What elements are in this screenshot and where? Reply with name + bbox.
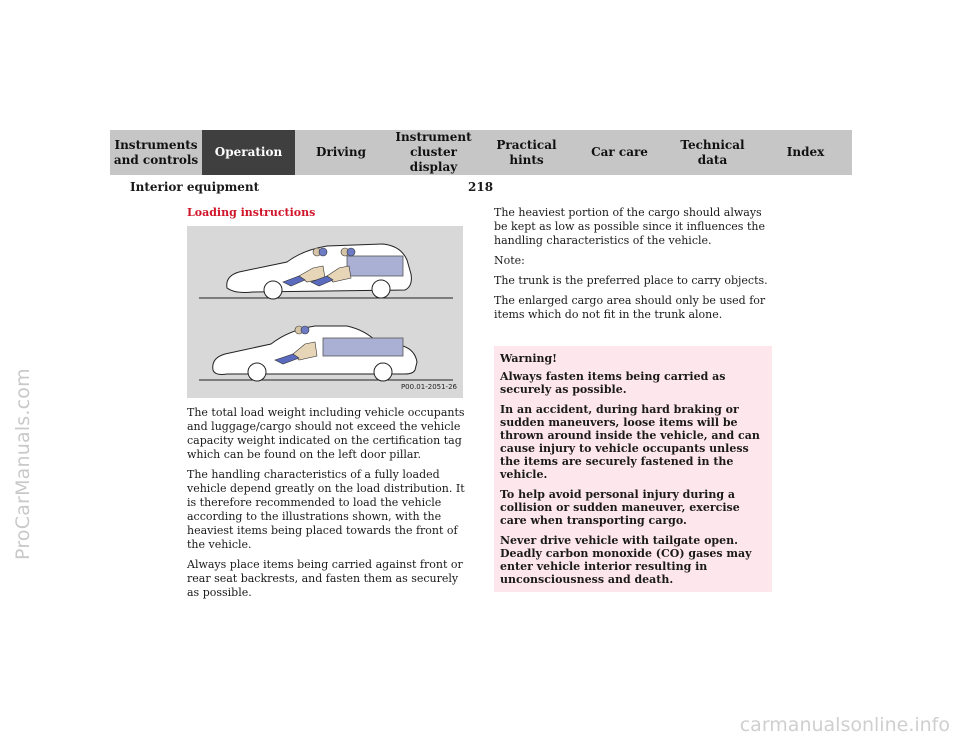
car-loading-diagram bbox=[187, 226, 463, 398]
chapter-navigation bbox=[110, 130, 852, 175]
side-watermark: ProCarManuals.com bbox=[12, 368, 34, 560]
paragraph: Always place items being carried against front or rear seat backrests, and fasten them as securely as possible. bbox=[187, 558, 463, 599]
tab-car-care[interactable]: Car care bbox=[573, 130, 666, 175]
warning-paragraph: Always fasten items being carried as securely as possible. bbox=[500, 370, 726, 396]
tab-instruments-and-controls[interactable]: Instruments and controls bbox=[110, 130, 202, 175]
tab-instrument-cluster-display[interactable]: Instrument cluster display bbox=[387, 130, 480, 175]
warning-title: Warning! bbox=[500, 352, 558, 365]
tab-driving[interactable]: Driving bbox=[295, 130, 387, 175]
paragraph: The enlarged cargo area should only be used for items which do not fit in the trunk alone. bbox=[494, 294, 766, 321]
warning-box bbox=[494, 346, 772, 592]
loading-illustration bbox=[187, 226, 463, 398]
tab-operation[interactable]: Operation bbox=[202, 130, 295, 175]
tab-index[interactable]: Index bbox=[759, 130, 852, 175]
tab-technical-data[interactable]: Technical data bbox=[666, 130, 759, 175]
right-column bbox=[494, 206, 776, 592]
warning-paragraph: Never drive vehicle with tailgate open. Deadly carbon monoxide (CO) gases may enter vehicle interior resulting in unconsciousness and death. bbox=[500, 534, 752, 586]
section-title: Loading instructions bbox=[187, 206, 316, 219]
page-number: 218 bbox=[468, 180, 494, 194]
warning-paragraph: In an accident, during hard braking or sudden maneuvers, loose items will be thrown around inside the vehicle, and can cause injury to vehicle occupants unless the items are securely fastened in the vehicle. bbox=[500, 403, 760, 481]
section-header: Interior equipment bbox=[130, 180, 260, 194]
paragraph: The total load weight including vehicle occupants and luggage/cargo should not exceed the vehicle capacity weight indicated on the certification tag which can be found on the left door pillar. bbox=[187, 406, 465, 461]
bottom-watermark: carmanualsonline.info bbox=[739, 714, 950, 736]
tab-practical-hints[interactable]: Practical hints bbox=[480, 130, 573, 175]
note-label: Note: bbox=[494, 254, 525, 267]
warning-paragraph: To help avoid personal injury during a collision or sudden maneuver, exercise care when transporting cargo. bbox=[500, 488, 740, 527]
paragraph: The heaviest portion of the cargo should always be kept as low as possible since it influences the handling characteristics of the vehicle. bbox=[494, 206, 765, 247]
paragraph: The handling characteristics of a fully loaded vehicle depend greatly on the load distribution. It is therefore recommended to load the vehicle according to the illustrations shown, with the heaviest items being placed towards the front of the vehicle. bbox=[187, 468, 465, 551]
left-column bbox=[187, 206, 467, 606]
paragraph: The trunk is the preferred place to carry objects. bbox=[494, 274, 768, 287]
figure-code: P00.01-2051-26 bbox=[400, 383, 457, 391]
